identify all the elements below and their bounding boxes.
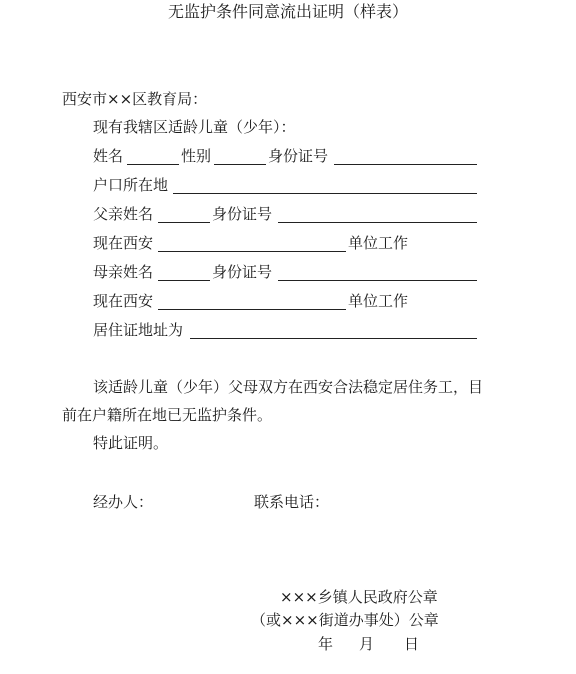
date-day-label: 日	[404, 635, 420, 653]
phone-label: 联系电话：	[254, 493, 330, 511]
father-work-unit-blank[interactable]	[158, 251, 346, 252]
father-current-label: 现在西安	[93, 234, 154, 252]
name-label: 姓名	[93, 147, 124, 165]
addressee: 西安市××区教育局：	[62, 90, 208, 108]
hukou-label: 户口所在地	[93, 176, 169, 194]
intro-text: 现有我辖区适龄儿童（少年）：	[93, 118, 296, 136]
mother-id-label: 身份证号	[212, 263, 273, 281]
father-work-label: 单位工作	[348, 234, 409, 252]
residence-address-blank[interactable]	[190, 338, 477, 339]
hukou-blank[interactable]	[173, 193, 477, 194]
mother-id-blank[interactable]	[278, 280, 477, 281]
mother-current-label: 现在西安	[93, 292, 154, 310]
mother-work-unit-blank[interactable]	[158, 309, 346, 310]
body-line-1: 该适龄儿童（少年）父母双方在西安合法稳定居住务工，目	[93, 378, 484, 396]
id-number-blank[interactable]	[334, 164, 477, 165]
gender-label: 性别	[181, 147, 212, 165]
document-title: 无监护条件同意流出证明（样表）	[167, 2, 408, 21]
mother-work-label: 单位工作	[348, 292, 409, 310]
body-line-2: 前在户籍所在地已无监护条件。	[62, 406, 273, 424]
seal-line-1: ×××乡镇人民政府公章	[280, 588, 438, 606]
mother-name-label: 母亲姓名	[93, 263, 154, 281]
father-id-label: 身份证号	[212, 205, 273, 223]
seal-line-2: （或×××街道办事处）公章	[251, 611, 439, 629]
residence-address-label: 居住证地址为	[93, 321, 184, 339]
certify-text: 特此证明。	[93, 434, 169, 452]
father-name-label: 父亲姓名	[93, 205, 154, 223]
mother-name-blank[interactable]	[158, 280, 210, 281]
date-year-label: 年	[318, 635, 334, 653]
gender-blank[interactable]	[214, 164, 266, 165]
name-blank[interactable]	[127, 164, 179, 165]
handler-label: 经办人：	[93, 493, 154, 511]
father-id-blank[interactable]	[278, 222, 477, 223]
id-number-label: 身份证号	[268, 147, 329, 165]
date-month-label: 月	[359, 635, 375, 653]
father-name-blank[interactable]	[158, 222, 210, 223]
